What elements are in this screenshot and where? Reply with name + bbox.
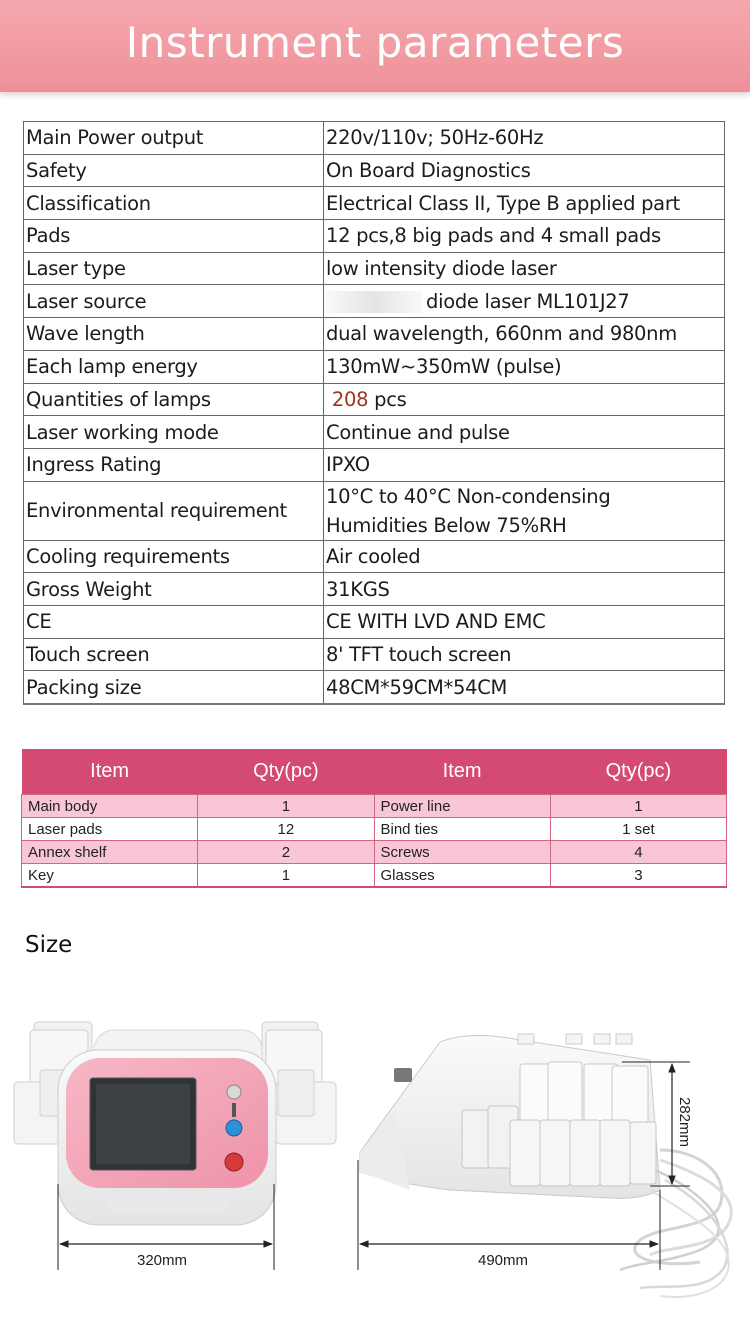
spec-row (24, 220, 725, 253)
spec-value (324, 285, 725, 318)
packing-header-row (22, 749, 727, 795)
spec-row (24, 605, 725, 638)
spec-label: Laser source (24, 285, 324, 318)
lamp-unit: pcs (374, 387, 407, 411)
spec-row (24, 318, 725, 351)
spec-row (24, 540, 725, 573)
spec-label: Each lamp energy (24, 350, 324, 383)
spec-label: Safety (24, 154, 324, 187)
size-heading: Size (25, 932, 73, 958)
spec-row (24, 252, 725, 285)
item-name: Power line (374, 795, 550, 818)
size-figures (0, 1000, 750, 1319)
item-name: Annex shelf (22, 841, 198, 864)
item-qty: 3 (550, 864, 726, 888)
spec-value: On Board Diagnostics (324, 154, 725, 187)
item-name: Main body (22, 795, 198, 818)
spec-value: 31KGS (324, 573, 725, 606)
spec-label: Quantities of lamps (24, 383, 324, 416)
spec-label: Wave length (24, 318, 324, 351)
table-row (22, 841, 727, 864)
spec-value: 48CM*59CM*54CM (324, 671, 725, 704)
spec-label: Pads (24, 220, 324, 253)
page-title: Instrument parameters (125, 18, 625, 67)
spec-value (324, 481, 725, 540)
item-name: Key (22, 864, 198, 888)
spec-value: Air cooled (324, 540, 725, 573)
spec-row (24, 481, 725, 540)
item-qty: 1 (550, 795, 726, 818)
spec-label: Environmental requirement (24, 481, 324, 540)
spec-row (24, 416, 725, 449)
spec-value: 8' TFT touch screen (324, 638, 725, 671)
blurred-brand (326, 291, 422, 313)
spec-label: Touch screen (24, 638, 324, 671)
spec-value (324, 383, 725, 416)
spec-label: Gross Weight (24, 573, 324, 606)
spec-row (24, 573, 725, 606)
spec-value: 130mW~350mW (pulse) (324, 350, 725, 383)
spec-value: 12 pcs,8 big pads and 4 small pads (324, 220, 725, 253)
item-name: Screws (374, 841, 550, 864)
spec-label: Laser working mode (24, 416, 324, 449)
spec-label: Cooling requirements (24, 540, 324, 573)
spec-value: CE WITH LVD AND EMC (324, 605, 725, 638)
header-item: Item (374, 749, 550, 795)
spec-value-line: 10°C to 40°C Non-condensing (326, 484, 611, 508)
header-qty: Qty(pc) (198, 749, 374, 795)
spec-label: CE (24, 605, 324, 638)
spec-row (24, 285, 725, 318)
spec-label: Packing size (24, 671, 324, 704)
spec-value: dual wavelength, 660nm and 980nm (324, 318, 725, 351)
table-row (22, 795, 727, 818)
spec-row (24, 448, 725, 481)
spec-row (24, 350, 725, 383)
packing-list-table (21, 749, 727, 888)
spec-label: Main Power output (24, 122, 324, 155)
header-qty: Qty(pc) (550, 749, 726, 795)
lamp-count: 208 (331, 387, 369, 411)
spec-value: 220v/110v; 50Hz-60Hz (324, 122, 725, 155)
spec-label: Ingress Rating (24, 448, 324, 481)
table-row (22, 818, 727, 841)
front-view-device (14, 1022, 336, 1225)
spec-label: Laser type (24, 252, 324, 285)
laser-source-value: diode laser ML101J27 (426, 289, 630, 313)
spec-value: low intensity diode laser (324, 252, 725, 285)
item-qty: 1 (198, 795, 374, 818)
spec-label: Classification (24, 187, 324, 220)
spec-row (24, 671, 725, 704)
spec-value: Electrical Class II, Type B applied part (324, 187, 725, 220)
title-banner (0, 0, 750, 92)
item-name: Glasses (374, 864, 550, 888)
height-label: 282mm (676, 1096, 693, 1148)
front-width-label: 320mm (136, 1252, 188, 1269)
item-qty: 4 (550, 841, 726, 864)
item-qty: 1 (198, 864, 374, 888)
header-item: Item (22, 749, 198, 795)
table-row (22, 864, 727, 888)
spec-value: Continue and pulse (324, 416, 725, 449)
spec-row (24, 638, 725, 671)
item-name: Bind ties (374, 818, 550, 841)
spec-row (24, 154, 725, 187)
side-width-label: 490mm (477, 1252, 529, 1269)
spec-row (24, 383, 725, 416)
item-qty: 12 (198, 818, 374, 841)
side-view-device (360, 1034, 731, 1297)
item-qty: 1 set (550, 818, 726, 841)
spec-row (24, 122, 725, 155)
spec-value-line: Humidities Below 75%RH (326, 513, 567, 537)
spec-table (23, 121, 725, 705)
item-qty: 2 (198, 841, 374, 864)
spec-row (24, 187, 725, 220)
item-name: Laser pads (22, 818, 198, 841)
spec-value: IPXO (324, 448, 725, 481)
